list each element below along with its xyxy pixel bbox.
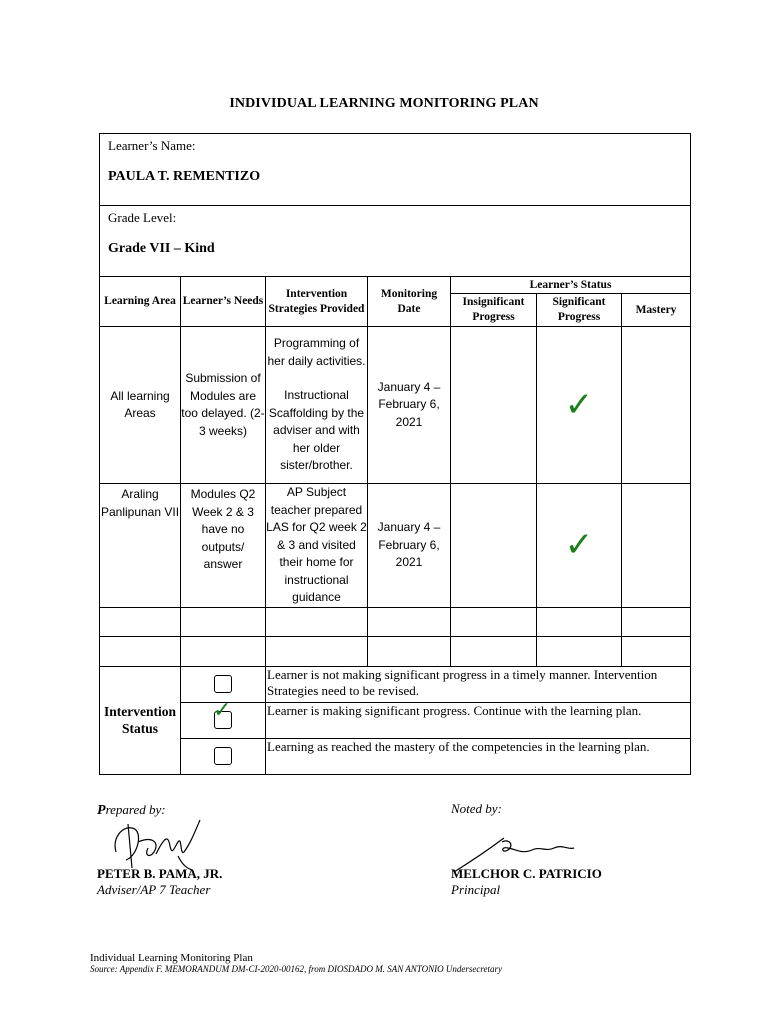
document-title: INDIVIDUAL LEARNING MONITORING PLAN (229, 96, 539, 111)
learner-name-value: PAULA T. REMENTIZO (108, 169, 261, 184)
header-insignificant-progress: Insignificant Progress (451, 294, 537, 327)
preparer-role: Adviser/AP 7 Teacher (97, 882, 211, 897)
row-insignificant-cell (451, 484, 537, 608)
grade-level-cell (100, 206, 691, 277)
principal-role: Principal (451, 882, 501, 897)
row-insignificant-cell (451, 327, 537, 484)
header-learning-area: Learning Area (100, 277, 181, 327)
strategy-text: Programming of her daily activities. (267, 336, 366, 368)
row-mastery-cell (622, 327, 691, 484)
status-option-text: Learner is making significant progress. Continue with the learning plan. (266, 702, 691, 738)
principal-name: MELCHOR C. PATRICIO (451, 866, 602, 881)
checkmark-icon: ✓ (213, 698, 232, 723)
status-option-text: Learning as reached the mastery of the competencies in the learning plan. (266, 738, 691, 774)
preparer-name: PETER B. PAMA, JR. (97, 866, 223, 881)
header-monitoring-date: Monitoring Date (368, 277, 451, 327)
row-learning-area: Araling Panlipunan VII (100, 484, 181, 608)
grade-level-label: Grade Level: (108, 210, 177, 225)
noted-by-caption: Noted by: (451, 801, 502, 816)
header-mastery: Mastery (622, 294, 691, 327)
header-learners-needs: Learner’s Needs (181, 277, 266, 327)
row-intervention-strategies (266, 327, 368, 484)
checkmark-icon: ✓ (564, 525, 594, 566)
mastery-checkbox[interactable] (214, 747, 232, 765)
intervention-status-row (100, 738, 691, 774)
checkmark-icon: ✓ (564, 385, 594, 425)
status-checkbox-cell (181, 666, 266, 702)
significant-progress-checkbox[interactable] (213, 698, 232, 729)
row-mastery-cell (622, 484, 691, 608)
learner-name-cell (100, 134, 691, 206)
table-row (100, 327, 691, 484)
grade-level-value: Grade VII – Kind (108, 241, 215, 256)
footer (90, 952, 502, 974)
row-monitoring-date: January 4 – February 6, 2021 (368, 327, 451, 484)
status-checkbox-cell (181, 738, 266, 774)
learner-name-row (100, 134, 691, 206)
intervention-status-label: Intervention Status (100, 666, 181, 774)
row-significant-cell (537, 484, 622, 608)
header-significant-progress: Significant Progress (537, 294, 622, 327)
strategy-text: Instructional Scaffolding by the adviser and with her older sister/brother. (268, 388, 365, 473)
status-option-text: Learner is not making significant progress in a timely manner. Intervention Strategies need to be revised. (266, 666, 691, 702)
status-checkbox-cell (181, 698, 266, 738)
row-intervention-strategies: AP Subject teacher prepared LAS for Q2 week 2 & 3 and visited their home for instructional guidance (266, 484, 368, 608)
table-row (100, 484, 691, 608)
monitoring-plan-table (99, 133, 691, 775)
footer-title: Individual Learning Monitoring Plan (90, 952, 253, 964)
empty-row (100, 607, 691, 636)
footer-source: Source: Appendix F. MEMORANDUM DM-CI-2020-00162, from DIOSDADO M. SAN ANTONIO Undersecretary (90, 964, 503, 974)
grade-level-row (100, 206, 691, 277)
row-learning-area: All learning Areas (100, 327, 181, 484)
intervention-status-row (100, 702, 691, 738)
header-learners-status: Learner’s Status (451, 277, 691, 294)
row-learners-needs: Modules Q2 Week 2 & 3 have no outputs/ answer (181, 484, 266, 608)
not-progressing-checkbox[interactable] (214, 675, 232, 693)
header-row-1 (100, 277, 691, 294)
empty-row (100, 636, 691, 666)
row-monitoring-date: January 4 – February 6, 2021 (368, 484, 451, 608)
prepared-by-caption: Prepared by: (97, 802, 166, 818)
header-intervention-strategies: Intervention Strategies Provided (266, 277, 368, 327)
learner-name-label: Learner’s Name: (108, 138, 196, 153)
row-significant-cell (537, 327, 622, 484)
row-learners-needs: Submission of Modules are too delayed. (2-3 weeks) (181, 327, 266, 484)
intervention-status-row (100, 666, 691, 702)
